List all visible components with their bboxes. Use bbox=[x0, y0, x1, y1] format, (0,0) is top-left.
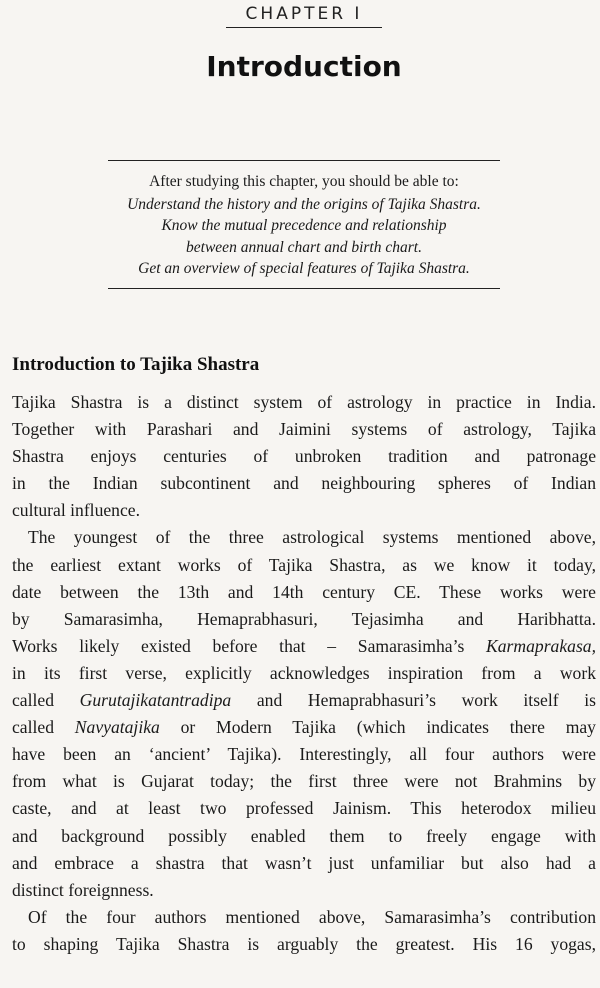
text-line bbox=[12, 687, 596, 714]
text-line: Together with Parashari and Jaimini systems of astrology, Tajika bbox=[12, 419, 596, 440]
text-line: cultural influence. bbox=[12, 500, 140, 521]
paragraph-1 bbox=[12, 389, 596, 524]
objective-item: Know the mutual precedence and relationship bbox=[161, 217, 447, 234]
text-line: distinct foreignness. bbox=[12, 879, 154, 900]
text-run: Works likely existed before that – Samarasimha’s bbox=[12, 635, 487, 656]
text-line: have been an ‘ancient’ Tajika). Interestingly, all four authors were bbox=[12, 744, 596, 765]
text-line: in its first verse, explicitly acknowledges inspiration from a work bbox=[12, 662, 596, 683]
chapter-title: Introduction bbox=[206, 50, 402, 83]
body-text bbox=[12, 389, 596, 958]
text-line: caste, and at least two professed Jainism. This heterodox milieu bbox=[12, 798, 596, 819]
objective-item: Understand the history and the origins of Tajika Shastra. bbox=[127, 195, 481, 213]
text-line: from what is Gujarat today; the first three were not Brahmins by bbox=[12, 771, 596, 792]
paragraph-3 bbox=[12, 904, 596, 958]
text-line: The youngest of the three astrological systems mentioned above, bbox=[28, 527, 596, 548]
book-title-gurutajikatantradipa: Gurutajikatantradipa bbox=[79, 690, 232, 711]
text-line bbox=[12, 633, 596, 660]
book-title-karmaprakasa: Karmaprakasa, bbox=[486, 635, 596, 656]
text-line: Tajika Shastra is a distinct system of astrology in practice in India. bbox=[12, 392, 596, 412]
text-line: in the Indian subcontinent and neighbouring spheres of Indian bbox=[12, 473, 596, 494]
text-line: Shastra enjoys centuries of unbroken tradition and patronage bbox=[12, 446, 596, 467]
text-run: or Modern Tajika (which indicates there may bbox=[159, 717, 596, 738]
objective-item: Get an overview of special features of Tajika Shastra. bbox=[138, 260, 470, 277]
text-line: to shaping Tajika Shastra is arguably the greatest. His 16 yogas, bbox=[12, 933, 596, 954]
book-title-navyatajika: Navyatajika bbox=[74, 717, 160, 738]
section-heading: Introduction to Tajika Shastra bbox=[12, 354, 260, 375]
objectives-intro: After studying this chapter, you should be able to: bbox=[149, 173, 459, 190]
text-line: date between the 13th and 14th century CE. These works were bbox=[12, 581, 596, 602]
text-run: called bbox=[12, 690, 80, 711]
paragraph-2 bbox=[12, 524, 596, 903]
text-line: and background possibly enabled them to freely engage with bbox=[12, 825, 596, 846]
text-line: by Samarasimha, Hemaprabhasuri, Tejasimha and Haribhatta. bbox=[12, 608, 596, 629]
text-run: called bbox=[12, 717, 75, 738]
text-line: the earliest extant works of Tajika Shastra, as we know it today, bbox=[12, 554, 596, 575]
learning-objectives-box bbox=[108, 160, 500, 289]
text-line: Of the four authors mentioned above, Samarasimha’s contribution bbox=[28, 906, 596, 927]
text-line: and embrace a shastra that wasn’t just unfamiliar but also had a bbox=[12, 852, 596, 873]
objective-item: between annual chart and birth chart. bbox=[186, 238, 422, 256]
text-line bbox=[12, 714, 596, 741]
chapter-label: CHAPTER I bbox=[226, 4, 382, 28]
text-run: and Hemaprabhasuri’s work itself is bbox=[231, 690, 596, 711]
